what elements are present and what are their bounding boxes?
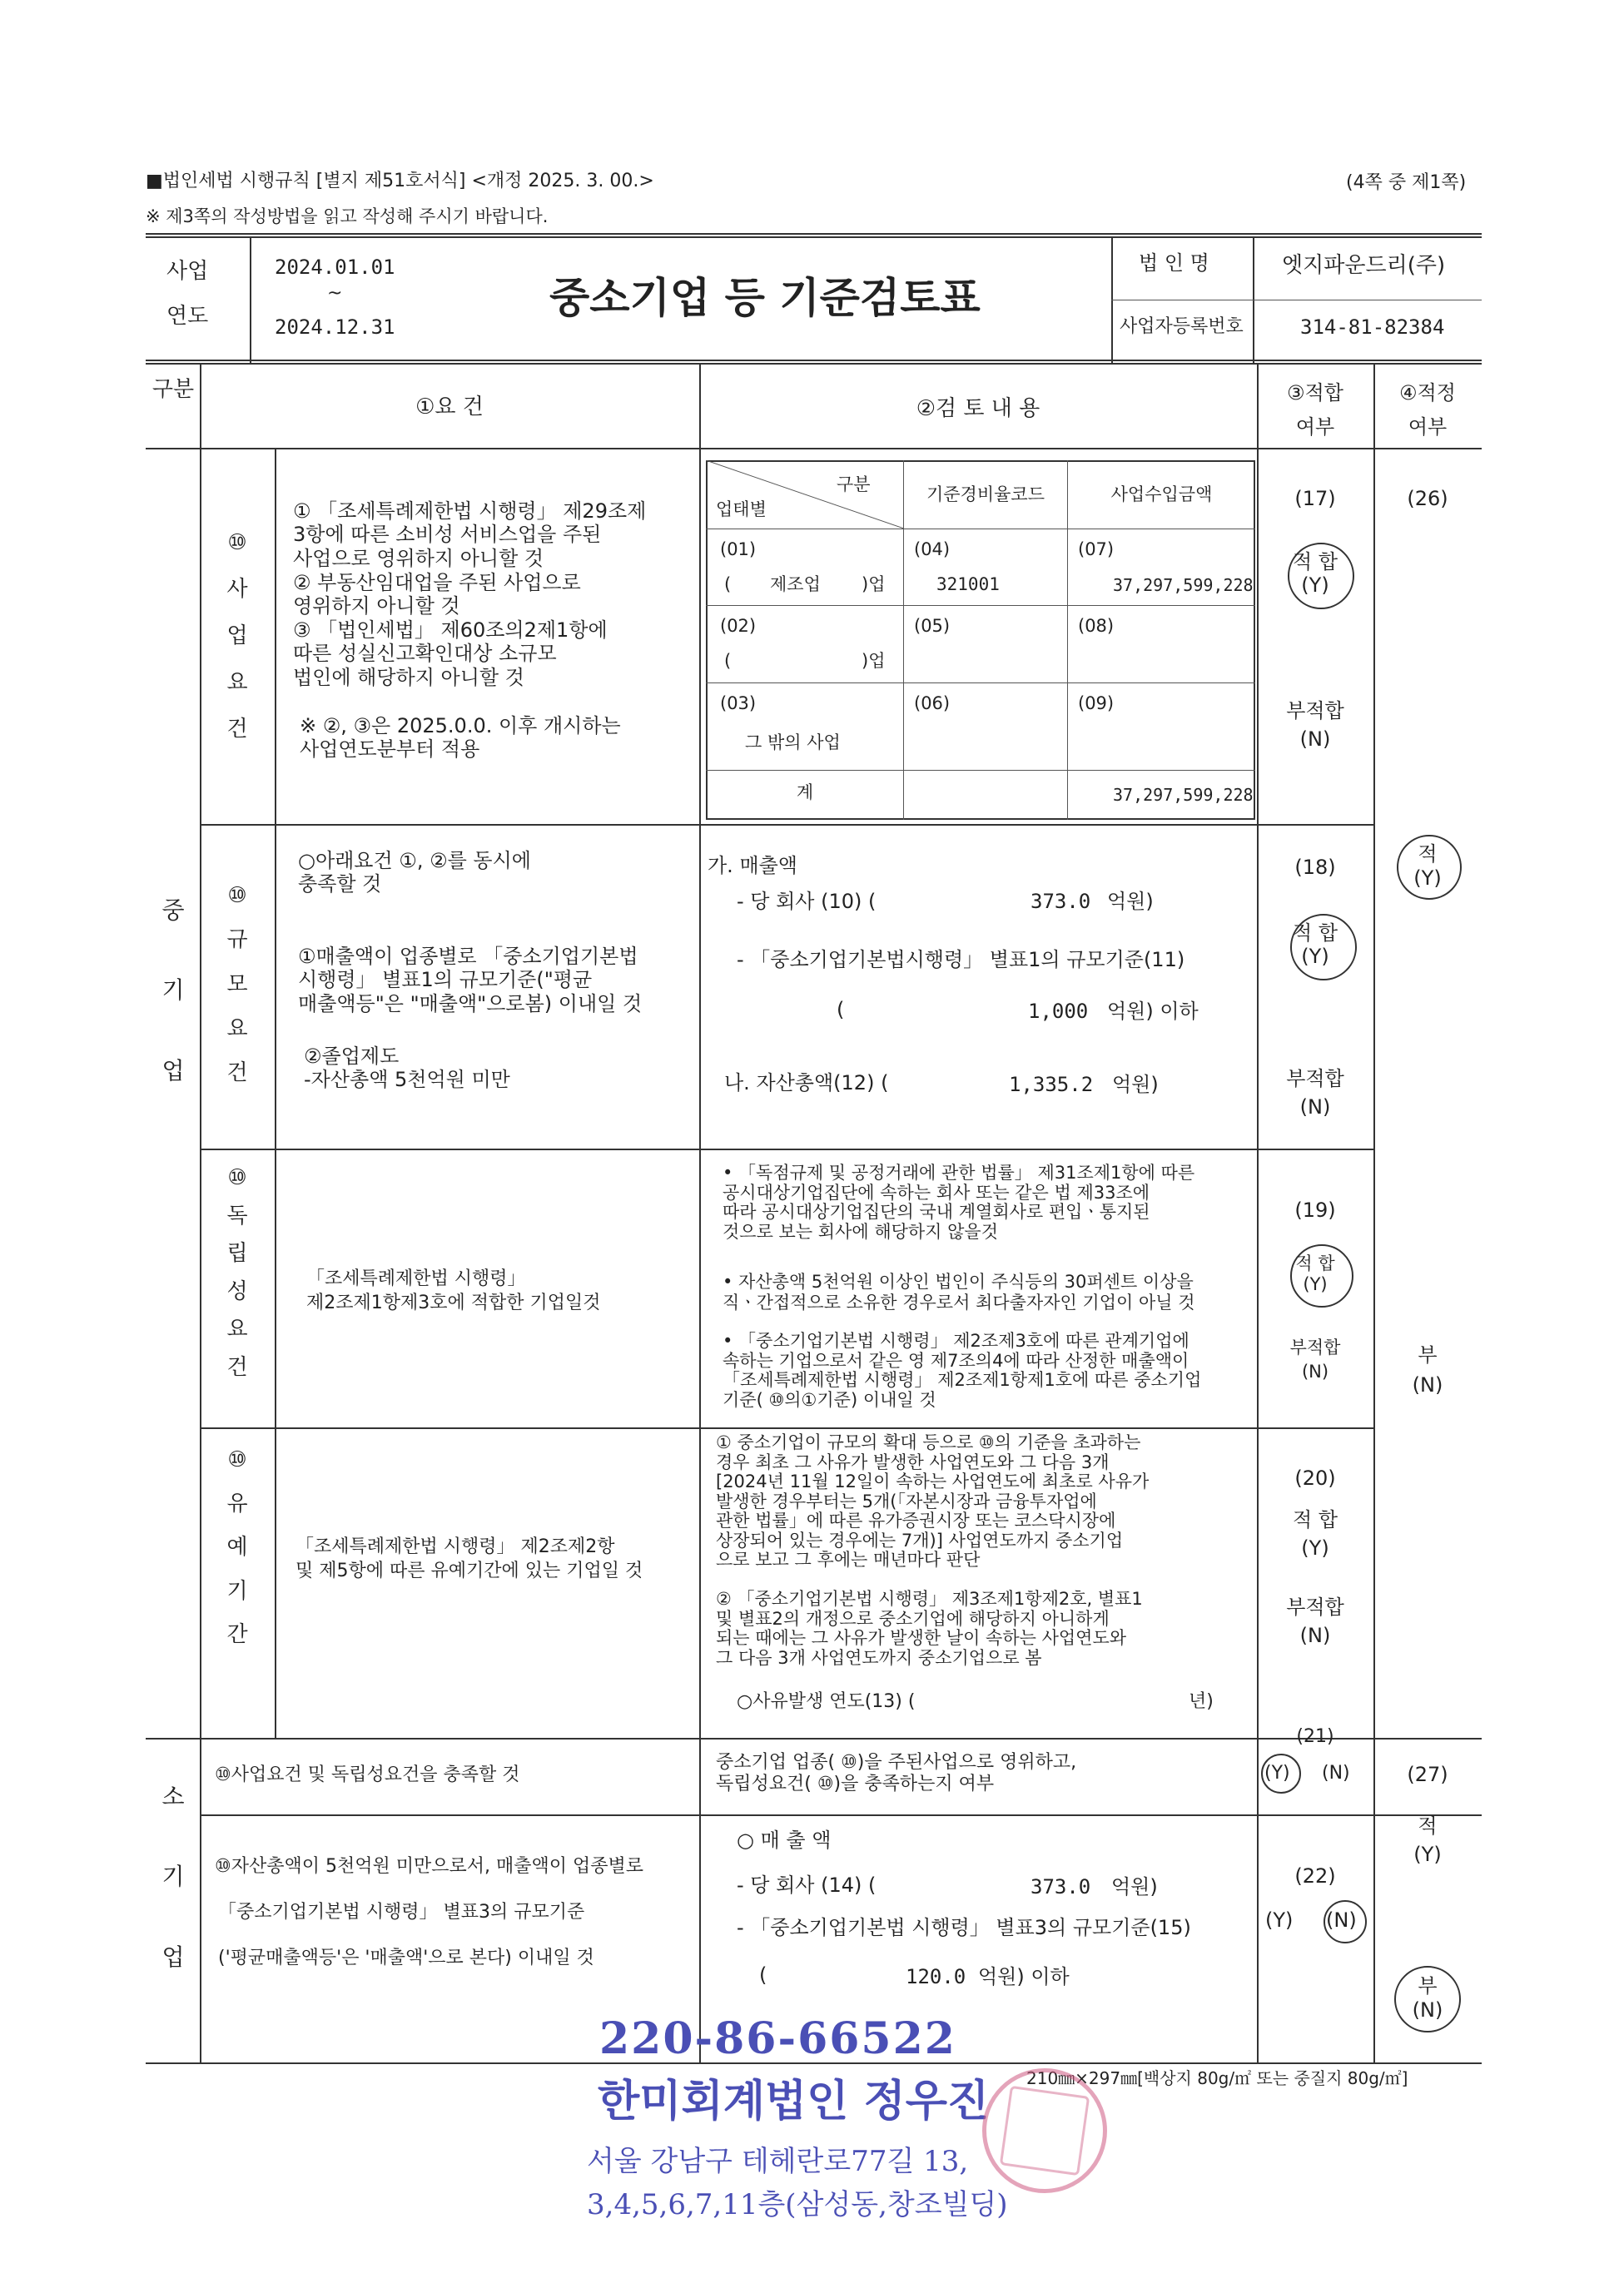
section-small: 소 기 업	[161, 1783, 185, 1971]
top-double-rule	[146, 233, 1482, 238]
header-review: ②검 토 내 용	[916, 396, 1040, 421]
r103-s3-no: (19)	[1294, 1199, 1336, 1222]
r104-rev-3: ○사유발생 연도(13) (	[737, 1691, 916, 1712]
r102-rev-title: 가. 매출액	[708, 854, 797, 877]
table-head-code: 기준경비율코드	[926, 484, 1045, 504]
period-start: 2024.01.01	[275, 256, 395, 279]
r103-rev-1: • 「독점규제 및 공정거래에 관한 법률」 제31조제1항에 따른 공시대상기업집단에 속하는 회사 또는 같은 법 제33조에 따라 공시대상기업집단의 국내 계열회사로 편입ㆍ통지된 것으로 보는 회사에 해당하지 않을것	[723, 1163, 1195, 1242]
r106-req-1: ⑩자산총액이 5천억원 미만으로서, 매출액이 업종별로	[215, 1856, 643, 1877]
row2-code-no: (05)	[914, 616, 951, 636]
period-end: 2024.12.31	[275, 315, 395, 339]
r105-s3-no: (21)	[1296, 1726, 1334, 1747]
stamp-address-1: 서울 강남구 테헤란로77길 13,	[587, 2145, 969, 2178]
total-label: 계	[796, 782, 814, 802]
reg-no-label: 사업자등록번호	[1120, 316, 1244, 337]
title-double-rule	[146, 360, 1482, 365]
r101-req-1: ① 「조세특례제한법 시행령」 제29조제 3항에 따른 소비성 서비스업을 주된 사업으로 영위하지 아니할 것	[293, 499, 647, 570]
r106-rev-standard-open: (	[759, 1963, 767, 1987]
year-label-2: 연도	[166, 304, 209, 329]
row1-paren-open: (	[724, 574, 732, 594]
corp-name: 엣지파운드리(주)	[1282, 253, 1446, 278]
divider	[706, 605, 1255, 606]
r102-rev-company-unit: 억원)	[1107, 890, 1154, 913]
header-suitability-3: ③적합 여부	[1287, 381, 1343, 439]
r106-s3-no: (22)	[1294, 1864, 1336, 1888]
red-seal-stamp	[982, 2068, 1107, 2193]
r101-req-3: ③ 「법인세법」 제60조의2제1항에 따른 성실신고확인대상 소규모 법인에 해당하지 아니할 것	[293, 618, 608, 689]
r104-rev-3-unit: 년)	[1189, 1691, 1214, 1712]
divider	[146, 448, 1482, 449]
r106-rev-company: - 당 회사 (14) (	[737, 1874, 877, 1897]
r102-rev-standard-value: 1,000	[1028, 1000, 1089, 1023]
r102-rev-standard-open: (	[837, 998, 845, 1021]
r104-req: 「조세특례제한법 시행령」 제2조제2항 및 제5항에 따른 유예기간에 있는 기업일 것	[295, 1536, 643, 1581]
r106-rev-company-unit: 억원)	[1111, 1875, 1158, 1898]
divider	[1373, 365, 1375, 2062]
row3-no: (03)	[720, 693, 757, 713]
r104-rev-2: ② 「중소기업기본법 시행령」 제3조제1항제2호, 별표1 및 별표2의 개정으로 중소기업에 해당하지 아니하게 되는 때에는 그 사유가 발생한 날이 속하는 사업연도와 그 다음 3개 사업연도까지 중소기업으로 봄	[716, 1589, 1143, 1668]
divider	[699, 365, 701, 2062]
r103-rev-2: • 자산총액 5천억원 이상인 법인이 주식등의 30퍼센트 이상을 직ㆍ간접적으로 소유한 경우로서 최다출자자인 기업이 아닐 것	[723, 1272, 1195, 1313]
instruction-note: ※ 제3쪽의 작성방법을 읽고 작성해 주시기 바랍니다.	[146, 206, 549, 226]
row1-industry: 제조업	[770, 574, 821, 594]
stamp-address-2: 3,4,5,6,7,11층(삼성동,창조빌딩)	[587, 2188, 1008, 2221]
table-head-gubun: 구분	[837, 474, 871, 494]
table-head-industry: 업태별	[716, 499, 767, 519]
reg-no: 314-81-82384	[1300, 315, 1445, 339]
row1-no: (01)	[720, 539, 757, 559]
row1-amount-no: (07)	[1078, 539, 1115, 559]
row3-label: 그 밖의 사업	[745, 732, 841, 752]
r104-s3-unfit: 부적합 (N)	[1286, 1596, 1344, 1647]
r106-req-2: 「중소기업기본법 시행령」 별표3의 규모기준	[218, 1902, 585, 1923]
r103-req: 「조세특례제한법 시행령」 제2조제1항제3호에 적합한 기업일것	[306, 1268, 601, 1313]
r105-s4-no: (27)	[1407, 1763, 1448, 1786]
r104-label: ⑩ 유 예 기 간	[226, 1447, 248, 1648]
r105-s3-no-option: (N)	[1322, 1763, 1350, 1784]
r102-s3-fit: 적 합 (Y)	[1293, 921, 1338, 968]
r105-rev: 중소기업 업종( ⑩)을 주된사업으로 영위하고, 독립성요건( ⑩)을 충족하는지 여부	[716, 1752, 1077, 1794]
divider	[275, 448, 276, 1738]
paper-spec: 210㎜×297㎜[백상지 80g/㎡ 또는 중질지 80g/㎡]	[1026, 2068, 1408, 2088]
r106-s3-no-option: (N)	[1326, 1908, 1357, 1932]
row3-amount-no: (09)	[1078, 693, 1115, 713]
form-law-reference: ■법인세법 시행규칙 [별지 제51호서식] <개정 2025. 3. 00.>	[146, 171, 654, 191]
row1-code-no: (04)	[914, 539, 951, 559]
page-indicator: (4쪽 중 제1쪽)	[1346, 172, 1467, 193]
corp-name-label: 법 인 명	[1139, 251, 1209, 275]
row1-code: 321001	[936, 574, 1000, 594]
page-title: 중소기업 등 기준검토표	[549, 274, 981, 322]
r103-label: ⑩ 독 립 성 요 건	[226, 1165, 248, 1380]
r105-s3-yes: (Y)	[1264, 1763, 1290, 1784]
r102-req-2: ②졸업제도 -자산총액 5천억원 미만	[304, 1045, 510, 1092]
r106-rev-company-value: 373.0	[1031, 1875, 1091, 1898]
r103-rev-3: • 「중소기업기본법 시행령」 제2조제3호에 따른 관계기업에 속하는 기업으로서 같은 영 제7조의4에 따라 산정한 매출액이 「조세특례제한법 시행령」 제2조제1항제1호에 따른 중소기업 기준( ⑩의①기준) 이내일 것	[723, 1331, 1202, 1410]
row1-amount: 37,297,599,228	[1113, 575, 1254, 595]
header-suitability-4: ④적정 여부	[1399, 381, 1456, 439]
r101-req-2: ② 부동산임대업을 주된 사업으로 영위하지 아니할 것	[293, 571, 581, 618]
r103-s3-fit: 적 합 (Y)	[1295, 1253, 1335, 1295]
header-requirement: ①요 건	[415, 395, 484, 419]
period-tilde: ~	[327, 283, 343, 304]
row2-paren-close: )업	[862, 651, 886, 671]
divider	[706, 682, 1255, 683]
year-label-1: 사업	[166, 259, 209, 284]
r102-rev-asset: 나. 자산총액(12) (	[724, 1071, 889, 1094]
row2-paren-open: (	[724, 651, 732, 671]
divider	[200, 1149, 1373, 1150]
r101-s4-no: (26)	[1407, 487, 1448, 510]
r101-s3-fit: 적 합 (Y)	[1293, 550, 1338, 597]
divider	[1111, 238, 1113, 363]
r104-s3-fit: 적 합 (Y)	[1293, 1508, 1338, 1560]
r105-s4-value: 적 (Y)	[1413, 1814, 1442, 1866]
r101-s3-no: (17)	[1294, 487, 1336, 510]
divider	[200, 365, 201, 2062]
r102-s4-value: 적 (Y)	[1413, 842, 1442, 890]
r101-label: ⑩ 사 업 요 건	[226, 530, 248, 742]
r106-rev-standard-value: 120.0	[906, 1965, 966, 1988]
r103-s3-unfit: 부적합 (N)	[1289, 1338, 1341, 1382]
r101-s3-unfit: 부적합 (N)	[1286, 699, 1344, 751]
r106-s3-yes: (Y)	[1265, 1908, 1294, 1932]
divider	[250, 238, 251, 363]
r102-rev-asset-value: 1,335.2	[1009, 1073, 1094, 1096]
divider	[1253, 238, 1254, 363]
r102-s3-no: (18)	[1294, 856, 1336, 879]
r102-req-intro: ○아래요건 ①, ②를 동시에 충족할 것	[298, 849, 531, 896]
r102-rev-standard: - 「중소기업기본법시행령」 별표1의 규모기준(11)	[737, 948, 1185, 971]
r102-s3-unfit: 부적합 (N)	[1286, 1067, 1344, 1119]
row3-code-no: (06)	[914, 693, 951, 713]
r104-rev-1: ① 중소기업이 규모의 확대 등으로 ⑩의 기준을 초과하는 경우 최초 그 사유가 발생한 사업연도와 그 다음 3개 [2024년 11월 12일이 속하는 사업연도에 최초로 사유가 발생한 경우부터는 5개(「자본시장과 금융투자업에 관한 법률」에 따른 유가증권시장 또는 코스닥시장에 상장되어 있는 경우에는 7개)] 사업연도까지 중소기업 으로 보고 그 후에는 매년마다 판단	[716, 1432, 1150, 1571]
divider	[200, 824, 1373, 826]
section-sme: 중 기 업	[161, 896, 185, 1084]
table-head-amount: 사업수입금액	[1110, 484, 1213, 504]
r101-req-note: ※ ②, ③은 2025.0.0. 이후 개시하는 사업연도분부터 적용	[300, 714, 621, 762]
header-section: 구분	[151, 377, 195, 402]
r103-s4-value: 부 (N)	[1412, 1343, 1443, 1397]
row2-amount-no: (08)	[1078, 616, 1115, 636]
r102-rev-company-value: 373.0	[1031, 890, 1091, 913]
r106-req-3: ('평균매출액등'은 '매출액'으로 본다) 이내일 것	[218, 1948, 594, 1968]
r104-s3-no: (20)	[1294, 1467, 1336, 1490]
divider	[200, 1427, 1373, 1429]
divider	[706, 770, 1255, 771]
divider	[1067, 460, 1068, 820]
stamp-reg-no: 220-86-66522	[599, 2013, 956, 2064]
r102-rev-asset-unit: 억원)	[1112, 1073, 1159, 1096]
row1-paren-close: )업	[862, 574, 886, 594]
r102-req-1: ①매출액이 업종별로 「중소기업기본법 시행령」 별표1의 규모기준("평균 매출액등"은 "매출액"으로봄) 이내일 것	[298, 945, 643, 1015]
r106-rev-standard: - 「중소기업기본법 시행령」 별표3의 규모기준(15)	[737, 1916, 1191, 1939]
r106-s4-value: 부 (N)	[1412, 1974, 1443, 2022]
row2-no: (02)	[720, 616, 757, 636]
total-amount: 37,297,599,228	[1113, 785, 1254, 805]
r105-req: ⑩사업요건 및 독립성요건을 충족할 것	[215, 1764, 520, 1785]
r106-rev-standard-unit: 억원) 이하	[978, 1965, 1070, 1988]
r106-rev-title: ○ 매 출 액	[737, 1829, 832, 1852]
stamp-firm: 한미회계법인 정우진	[598, 2076, 990, 2127]
r102-rev-standard-unit: 억원) 이하	[1107, 1000, 1199, 1023]
r102-rev-company: - 당 회사 (10) (	[737, 890, 877, 913]
divider	[200, 1814, 1482, 1816]
r102-label: ⑩ 규 모 요 건	[226, 883, 248, 1086]
